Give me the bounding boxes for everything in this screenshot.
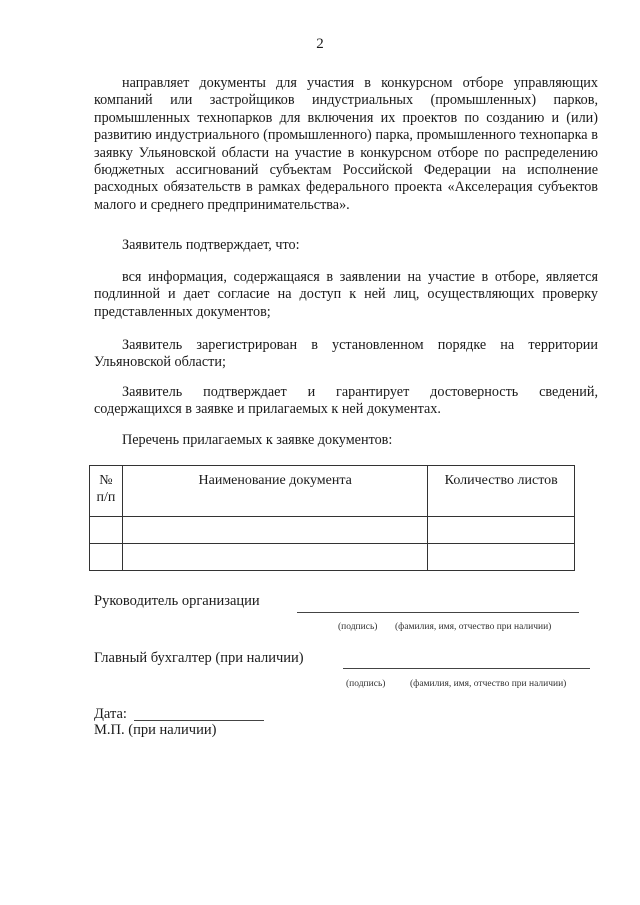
page-number: 2 xyxy=(316,36,324,52)
date-label: Дата: xyxy=(94,706,127,722)
accountant-signature-line[interactable] xyxy=(343,668,590,669)
header-sheet-count: Количество листов xyxy=(428,466,575,517)
stamp-label: М.П. (при наличии) xyxy=(94,722,217,738)
accountant-name-caption: (фамилия, имя, отчество при наличии) xyxy=(410,679,567,689)
paragraph-guarantee: Заявитель подтверждает и гарантирует достоверность сведений, содержащихся в заявке и прилагаемых к ней документах. xyxy=(94,384,598,418)
table-cell[interactable] xyxy=(122,544,428,571)
paragraph-registered: Заявитель зарегистрирован в установленном порядке на территории Ульяновской области; xyxy=(94,337,598,371)
table-row xyxy=(90,544,575,571)
paragraph-info-authentic: вся информация, содержащаяся в заявлении на участие в отборе, является подлинной и дает согласие на доступ к ней лиц, осуществляющих проверку представленных документов; xyxy=(94,269,598,320)
head-name-caption: (фамилия, имя, отчество при наличии) xyxy=(395,622,552,632)
head-sign-caption: (подпись) xyxy=(338,622,378,632)
table-cell[interactable] xyxy=(90,517,123,544)
paragraph-submission: направляет документы для участия в конкурсном отборе управляющих компаний или застройщиков индустриальных (промышленных) парков, промышленных технопарков для включения их проектов по созданию и (или) развитию индустриального (промышленного) парка, промышленного технопарка в заявку Ульяновской области на участие в конкурсном отборе по распределению бюджетных ассигнований субъектам Российской Федерации на исполнение расходных обязательств в рамках федерального проекта «Акселерация субъектов малого и среднего предпринимательства». xyxy=(94,75,598,213)
table-cell[interactable] xyxy=(90,544,123,571)
paragraph-confirms: Заявитель подтверждает, что: xyxy=(122,237,300,253)
table-cell[interactable] xyxy=(122,517,428,544)
paragraph-documents-list: Перечень прилагаемых к заявке документов: xyxy=(122,432,393,448)
date-line[interactable] xyxy=(134,720,264,721)
table-cell[interactable] xyxy=(428,544,575,571)
head-signature-label: Руководитель организации xyxy=(94,593,260,609)
header-number: № п/п xyxy=(90,466,123,517)
table-cell[interactable] xyxy=(428,517,575,544)
accountant-sign-caption: (подпись) xyxy=(346,679,386,689)
accountant-signature-label: Главный бухгалтер (при наличии) xyxy=(94,650,304,666)
table-row xyxy=(90,517,575,544)
documents-table xyxy=(89,465,575,571)
header-document-name: Наименование документа xyxy=(122,466,428,517)
table-header-row xyxy=(90,466,575,517)
head-signature-line[interactable] xyxy=(297,612,579,613)
